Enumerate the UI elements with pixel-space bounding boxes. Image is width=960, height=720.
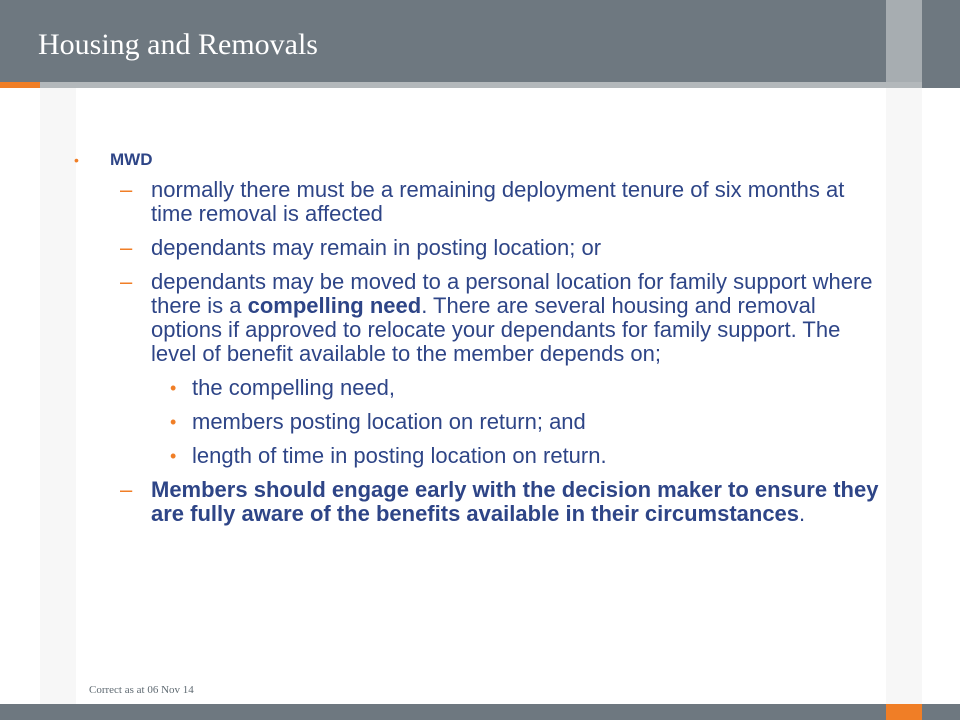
list-item-final [74, 478, 886, 526]
bullet-icon: • [170, 378, 177, 398]
section-heading: MWD [110, 150, 153, 169]
list-item [74, 270, 886, 366]
header-right-block [886, 0, 922, 82]
dash-icon: – [120, 235, 133, 260]
dash-icon: – [120, 477, 133, 502]
sub-item-text: the compelling need, [192, 375, 396, 400]
footer-orange-accent [886, 704, 922, 720]
header-orange-accent [0, 82, 40, 88]
header-dark-accent [922, 82, 960, 88]
footer-bar [0, 704, 960, 720]
item-text: normally there must be a remaining deployment tenure of six months at time removal is affected [151, 177, 845, 226]
header-divider [0, 82, 960, 88]
item-text-pre: dependants may be moved to a personal location for family support where there is a [151, 269, 873, 318]
list-item [74, 178, 886, 226]
left-margin [0, 88, 40, 720]
final-text-post: . [799, 501, 806, 526]
footer-note: Correct as at 06 Nov 14 [89, 684, 194, 696]
item-text-bold: compelling need [247, 293, 422, 318]
right-side-panel [886, 88, 922, 704]
heading-bullet-row [74, 150, 886, 170]
dash-icon: – [120, 269, 133, 294]
bullet-icon: • [170, 412, 177, 432]
bullet-icon: • [170, 446, 177, 466]
slide-content [74, 150, 886, 526]
final-text-bold: Members should engage early with the decision maker to ensure they are fully aware of the benefits available in their circumstances [151, 477, 879, 526]
sub-list-item [74, 444, 886, 468]
bullet-icon: • [74, 152, 79, 168]
item-text: dependants may remain in posting location; or [151, 235, 602, 260]
sub-item-text: members posting location on return; and [192, 409, 586, 434]
list-item [74, 236, 886, 260]
item-text-post: . There are several housing and removal options if approved to relocate your dependants for family support. The level of benefit available to the member depends on; [151, 293, 841, 366]
left-side-panel [40, 88, 76, 704]
sub-list-item [74, 410, 886, 434]
sub-list-item [74, 376, 886, 400]
sub-item-text: length of time in posting location on return. [192, 443, 607, 468]
dash-icon: – [120, 177, 133, 202]
page-title: Housing and Removals [38, 28, 318, 61]
